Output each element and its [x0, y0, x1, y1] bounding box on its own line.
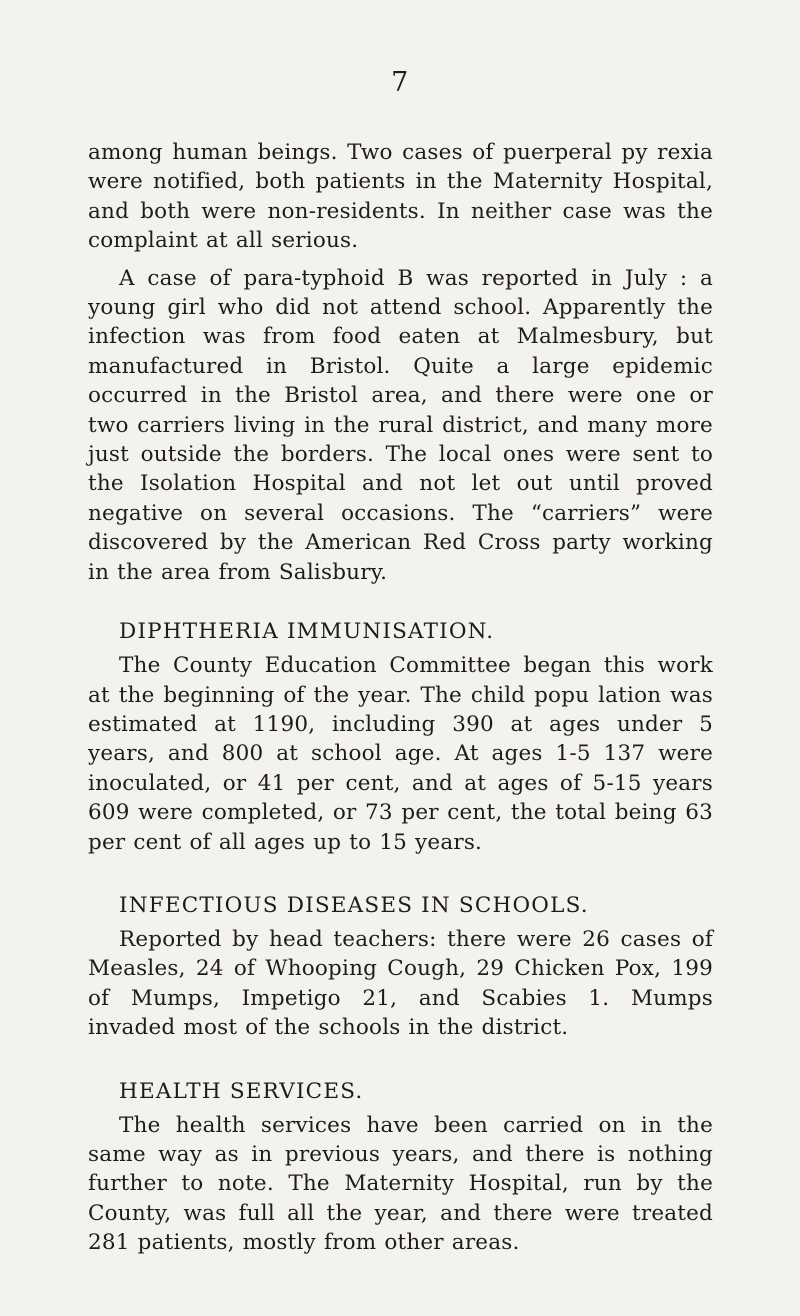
heading-health-services: HEALTH SERVICES. [119, 1078, 364, 1104]
paragraph-puerperal-pyrexia: among human beings. Two cases of puerperal py rexia were notified, both patients in the Maternity Hospital, and both were non-residents. In neither case was the complaint at all serious. [88, 140, 713, 254]
heading-diphtheria-immunisation: DIPHTHERIA IMMUNISATION. [119, 619, 495, 645]
paragraph-diphtheria-immunisation: The County Education Committee began this work at the beginning of the year. The child popu lation was estimated at 1190, including 390 at ages under 5 years, and 800 at school age. At ages 1-5 137 were inoculated, or 41 per cent, and at ages of 5-15 years 609 were completed, or 73 per cent, the total being 63 per cent of all ages up to 15 years. [88, 653, 713, 855]
page-body [88, 138, 713, 1258]
heading-infectious-diseases: INFECTIOUS DISEASES IN SCHOOLS. [119, 892, 589, 918]
paragraph-health-services: The health services have been carried on in the same way as in previous years, and there is nothing further to note. The Maternity Hospital, run by the County, was full all the year, and there were treated 281 patients, mostly from other areas. [88, 1112, 713, 1256]
page-number: 7 [391, 67, 409, 98]
paragraph-infectious-diseases: Reported by head teachers: there were 26 cases of Measles, 24 of Whooping Cough, 29 Chicken Pox, 199 of Mumps, Impetigo 21, and Scabies 1. Mumps invaded most of the schools in the district. [88, 926, 713, 1041]
paragraph-para-typhoid: A case of para-typhoid B was reported in July : a young girl who did not attend school. Apparently the infection was from food eaten at Malmesbury, but manufactured in Bristol. Quite a large epidemic occurred in the Bristol area, and there were one or two carriers living in the rural district, and many more just outside the borders. The local ones were sent to the Isolation Hospital and not let out until proved negative on several occasions. The “carriers” were discovered by the American Red Cross party working in the area from Salisbury. [88, 265, 713, 585]
